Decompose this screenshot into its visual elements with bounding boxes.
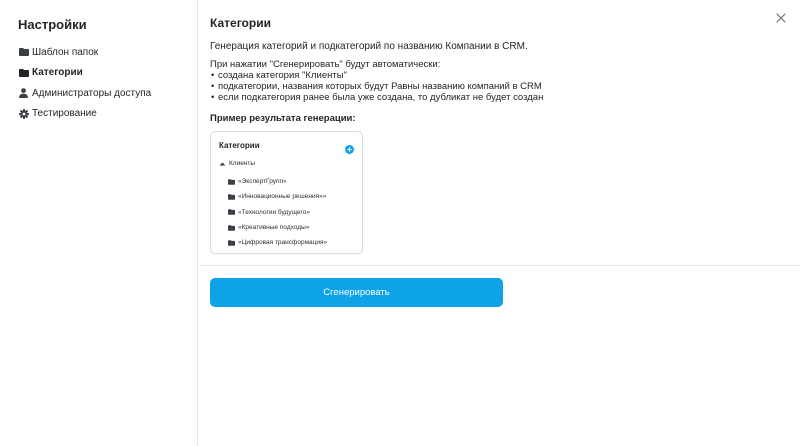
folder-icon xyxy=(228,225,235,231)
expand-caret-icon xyxy=(219,161,226,167)
folder-icon xyxy=(18,68,29,78)
section-divider xyxy=(199,265,800,266)
sidebar-item-label: Администраторы доступа xyxy=(32,87,152,99)
tree-child-label: «Технологии будущего» xyxy=(238,208,310,216)
description-bullet: • если подкатегория ранее была уже создана, то дубликат не будет создан xyxy=(210,92,770,103)
description-list xyxy=(210,70,770,103)
folder-icon xyxy=(228,179,235,185)
sidebar-nav xyxy=(18,42,194,124)
settings-sidebar xyxy=(0,0,198,446)
tree-child-item xyxy=(228,205,327,220)
tree-child-item xyxy=(228,220,327,235)
folder-icon xyxy=(228,194,235,200)
example-card-title: Категории xyxy=(219,141,260,150)
sidebar-item-access-admins[interactable] xyxy=(18,83,194,104)
folder-icon xyxy=(228,240,235,246)
user-icon xyxy=(18,88,29,98)
page-title: Категории xyxy=(210,16,271,30)
generate-button[interactable]: Сгенерировать xyxy=(210,278,503,307)
tree-child-label: «Креативные подходы» xyxy=(238,224,310,232)
description-bullet: • подкатегории, названия которых будут Равны названию компаний в CRM xyxy=(210,81,770,92)
tree-children xyxy=(228,174,327,250)
sidebar-item-label: Шаблон папок xyxy=(32,46,99,58)
tree-root-item xyxy=(219,160,255,167)
folder-icon xyxy=(228,209,235,215)
example-result-card xyxy=(210,131,363,254)
page-subtitle: Генерация категорий и подкатегорий по названию Компании в CRM. xyxy=(210,41,528,52)
folder-icon xyxy=(18,47,29,57)
tree-child-label: «Инновационные решения»» xyxy=(238,193,327,201)
tree-child-item xyxy=(228,189,327,204)
tree-child-item xyxy=(228,174,327,189)
description-intro: При нажатии "Сгенерировать" будут автоматически: xyxy=(210,59,441,70)
example-label: Пример результата генерации: xyxy=(210,113,356,124)
main-panel xyxy=(199,0,800,446)
sidebar-title: Настройки xyxy=(18,17,87,32)
generation-description xyxy=(210,59,770,103)
tree-child-label: «Цифровая трансформация» xyxy=(238,239,328,247)
gear-icon xyxy=(18,109,29,119)
plus-circle-icon xyxy=(345,141,354,150)
sidebar-item-testing[interactable] xyxy=(18,104,194,125)
sidebar-item-categories[interactable] xyxy=(18,63,194,84)
sidebar-item-label: Тестирование xyxy=(32,108,97,120)
tree-child-item xyxy=(228,235,327,250)
sidebar-item-label: Категории xyxy=(32,67,83,79)
description-bullet: • создана категория "Клиенты" xyxy=(210,70,770,81)
close-icon xyxy=(775,12,787,24)
tree-root-label: Клиенты xyxy=(229,160,256,167)
close-button[interactable] xyxy=(775,11,787,23)
tree-child-label: «ЭкспертГрупп» xyxy=(238,178,287,186)
sidebar-item-folder-template[interactable] xyxy=(18,42,194,63)
